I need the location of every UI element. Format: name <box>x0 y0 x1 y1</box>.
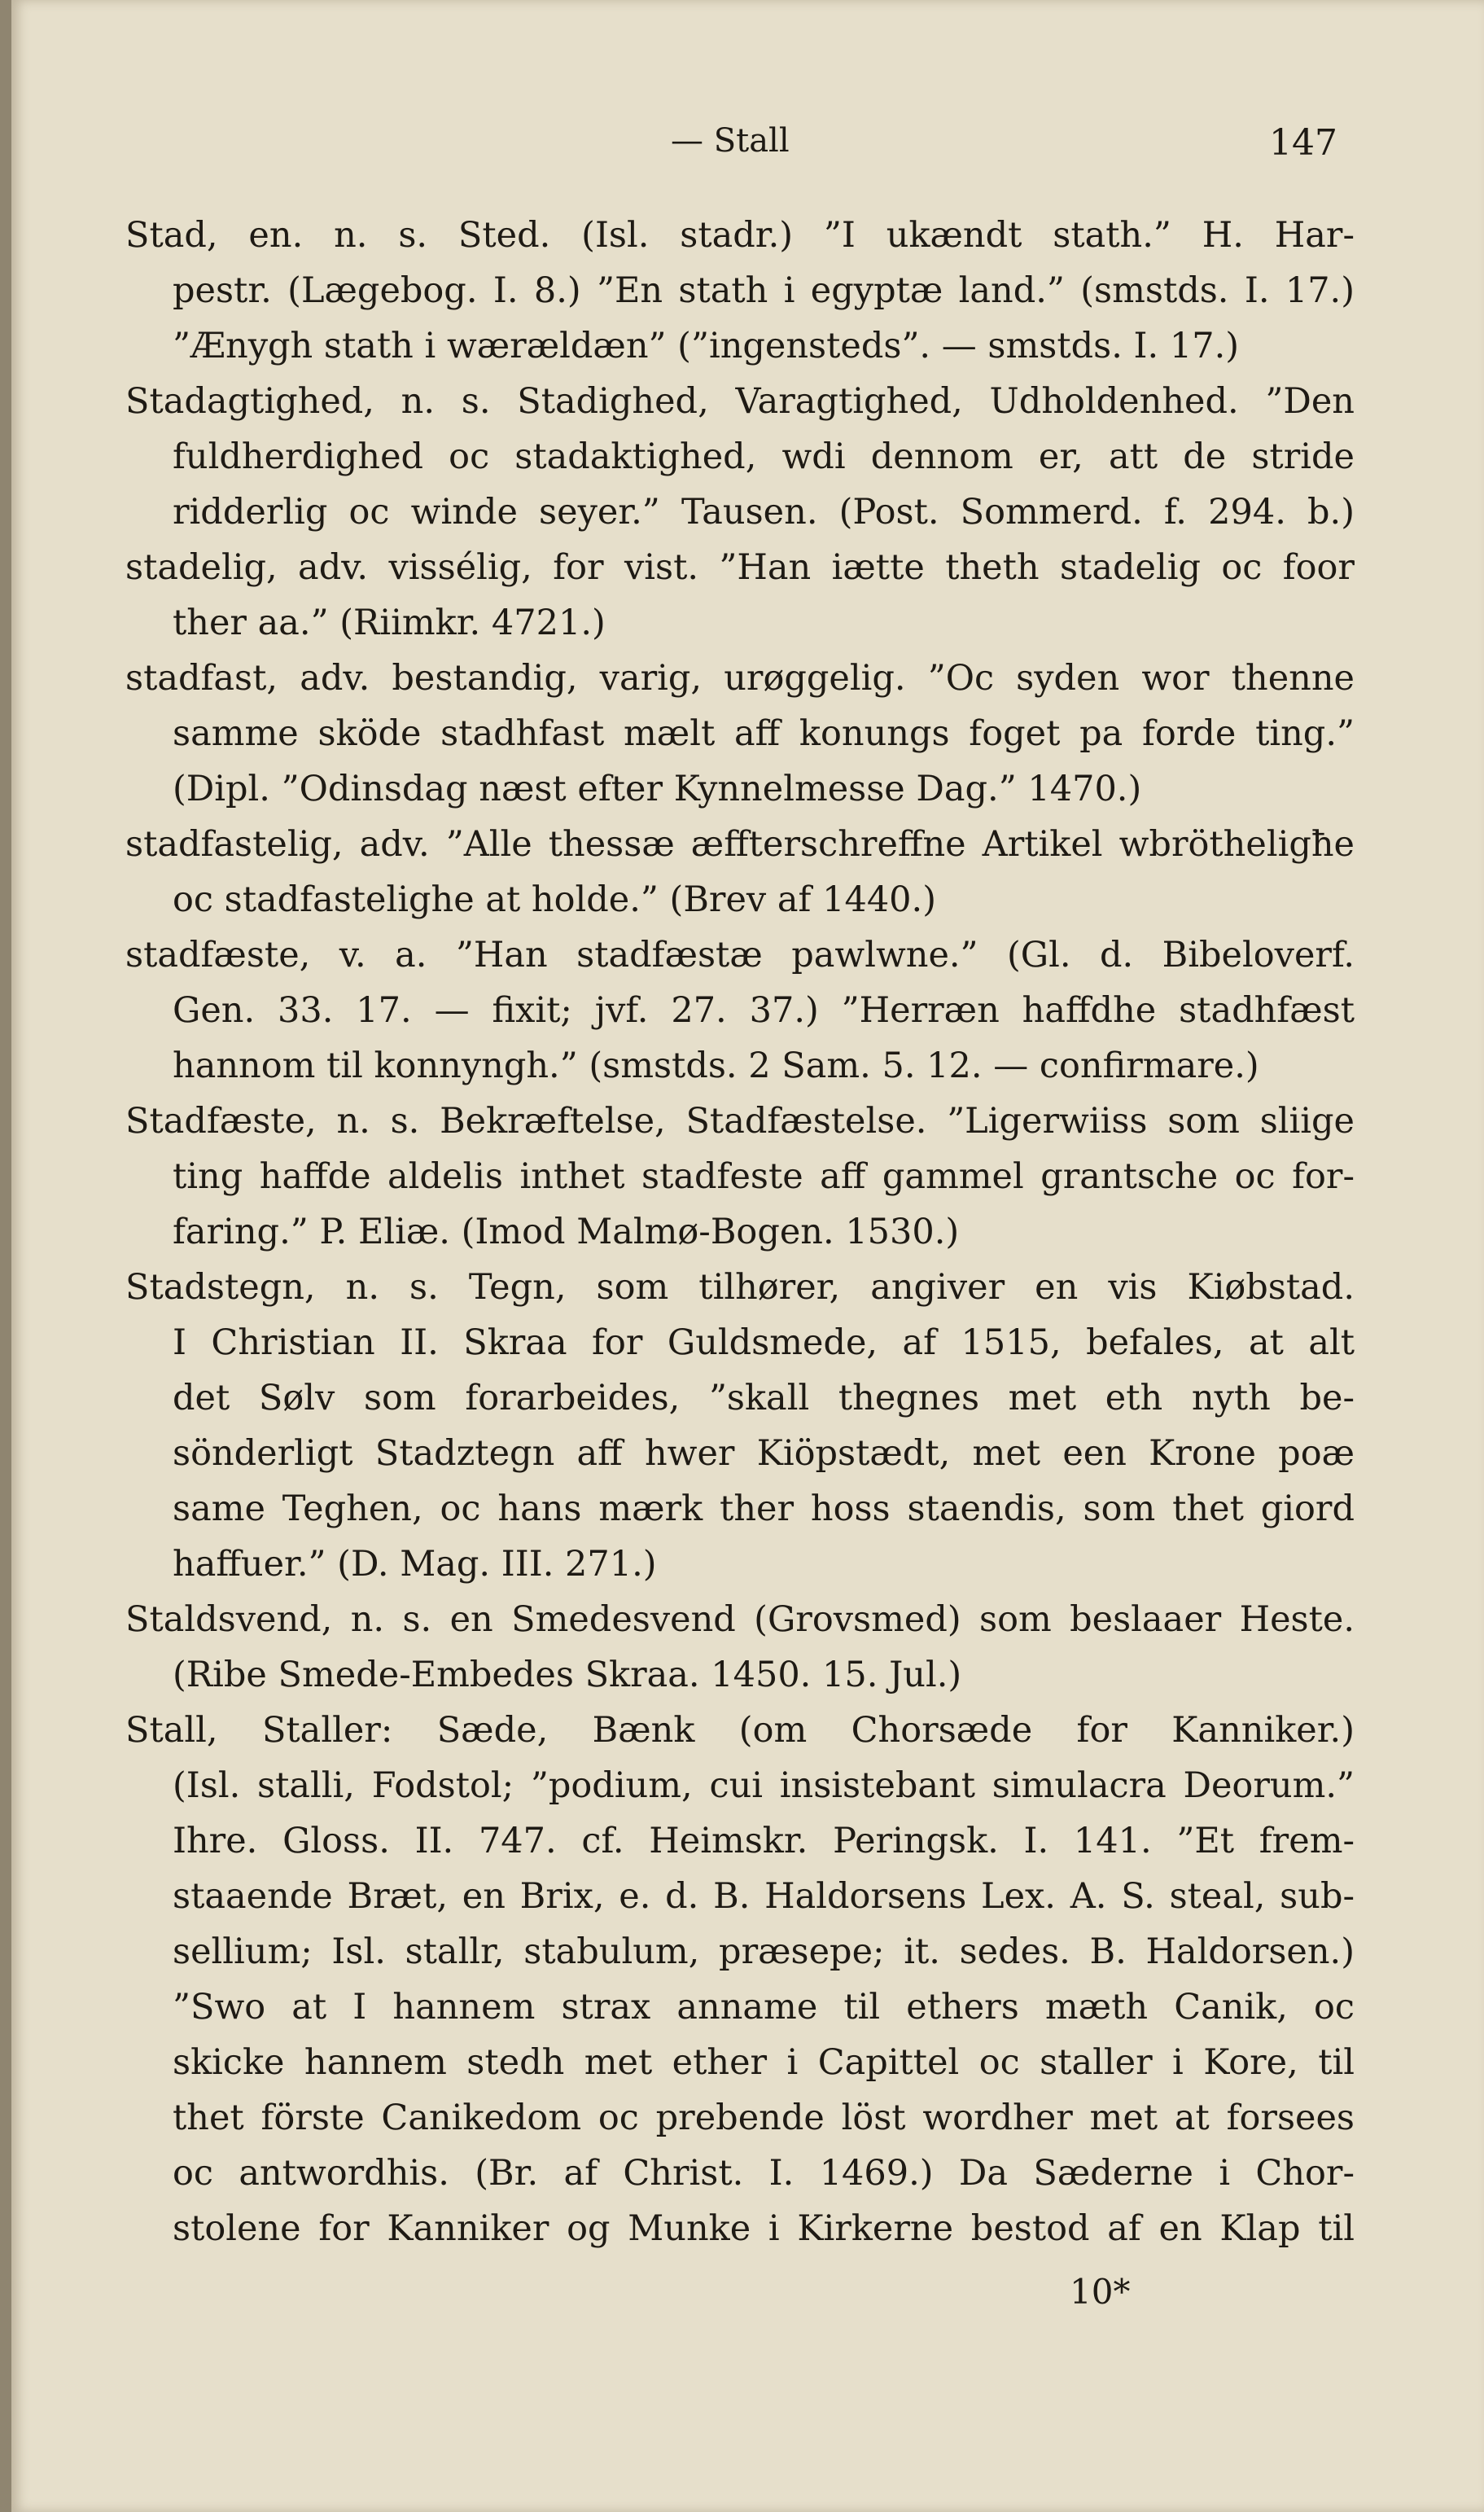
text-line: sönderligt Stadztegn aff hwer Kiöpstædt, met een Krone poæ <box>173 1433 1355 1474</box>
text-line: ”Ænygh stath i wærældæn” (”ingensteds”. — smstds. I. 17.) <box>173 326 1240 366</box>
text-line: ther aa.” (Riimkr. 4721.) <box>173 603 606 643</box>
text-line: haffuer.” (D. Mag. III. 271.) <box>173 1544 657 1585</box>
text-line: oc stadfastelighe at holde.” (Brev af 1440.) <box>173 879 936 920</box>
text-line: (Isl. stalli, Fodstol; ”podium, cui insistebant simulacra Deorum.” <box>173 1765 1355 1806</box>
entry-stadfaeste-noun <box>125 1094 1355 1260</box>
text-line: det Sølv som forarbeides, ”skall thegnes met eth nyth be- <box>173 1378 1355 1418</box>
entry-stadfaeste <box>125 927 1355 1094</box>
text-line: stadfæste, v. a. ”Han stadfæstæ pawlwne.” (Gl. d. Bibeloverf. <box>125 935 1355 975</box>
entry-stadagtighed <box>125 374 1355 540</box>
text-line: Gen. 33. 17. — fixit; jvf. 27. 37.) ”Herræn haffdhe stadhfæst <box>173 990 1355 1031</box>
text-line: oc antwordhis. (Br. af Christ. I. 1469.) Da Sæderne i Chor- <box>173 2153 1355 2194</box>
text-line: same Teghen, oc hans mærk ther hoss staendis, som thet giord <box>173 1488 1355 1529</box>
text-line: stadfast, adv. bestandig, varig, urøggelig. ”Oc syden wor thenne <box>125 658 1355 699</box>
running-head: — Stall <box>671 122 790 160</box>
text-line: skicke hannem stedh met ether i Capittel oc staller i Kore, til <box>173 2042 1355 2083</box>
text-line: I Christian II. Skraa for Guldsmede, af 1515, befales, at alt <box>173 1322 1355 1363</box>
entry-staldsvend <box>125 1592 1355 1703</box>
text-line: fuldherdighed oc stadaktighed, wdi dennom er, att de stride <box>173 436 1355 477</box>
dictionary-text <box>125 208 1355 2256</box>
text-line: pestr. (Lægebog. I. 8.) ”En stath i egyptæ land.” (smstds. I. 17.) <box>173 270 1355 311</box>
text-line: (Ribe Smede-Embedes Skraa. 1450. 15. Jul.) <box>173 1655 962 1695</box>
page-header <box>11 122 1484 171</box>
text-line: ting haffde aldelis inthet stadfeste aff gammel grantsche oc for- <box>173 1156 1355 1197</box>
entry-stadfast <box>125 651 1355 817</box>
text-line: sellium; Isl. stallr, stabulum, præsepe; it. sedes. B. Haldorsen.) <box>173 1931 1355 1972</box>
text-line: stadfastelig, adv. ”Alle thessæ æffterschreffne Artikel wbrötheligħe <box>125 824 1355 865</box>
entry-stadstegn <box>125 1260 1355 1592</box>
book-page <box>11 0 1484 2512</box>
signature-mark: 10* <box>1070 2272 1131 2312</box>
binding-edge <box>0 0 11 2512</box>
text-line: Stad, en. n. s. Sted. (Isl. stadr.) ”I ukændt stath.” H. Har- <box>125 215 1355 256</box>
text-line: Ihre. Gloss. II. 747. cf. Heimskr. Peringsk. I. 141. ”Et frem- <box>173 1821 1355 1861</box>
text-line: stolene for Kanniker og Munke i Kirkerne bestod af en Klap til <box>173 2208 1355 2249</box>
text-line: ridderlig oc winde seyer.” Tausen. (Post. Sommerd. f. 294. b.) <box>173 492 1355 533</box>
text-line: faring.” P. Eliæ. (Imod Malmø-Bogen. 1530.) <box>173 1212 960 1252</box>
entry-stad <box>125 208 1355 374</box>
text-line: Stadfæste, n. s. Bekræftelse, Stadfæstelse. ”Ligerwiiss som sliige <box>125 1101 1355 1142</box>
text-line: Stadagtighed, n. s. Stadighed, Varagtighed, Udholdenhed. ”Den <box>125 381 1355 422</box>
text-line: staaende Bræt, en Brix, e. d. B. Haldorsens Lex. A. S. steal, sub- <box>173 1876 1355 1917</box>
entry-stall <box>125 1703 1355 2256</box>
page-number: 147 <box>1269 122 1337 164</box>
text-line: samme sköde stadhfast mælt aff konungs foget pa forde ting.” <box>173 713 1355 754</box>
text-line: (Dipl. ”Odinsdag næst efter Kynnelmesse Dag.” 1470.) <box>173 769 1142 809</box>
text-line: stadelig, adv. vissélig, for vist. ”Han iætte theth stadelig oc foor <box>125 547 1355 588</box>
text-line: Stadstegn, n. s. Tegn, som tilhører, angiver en vis Kiøbstad. <box>125 1267 1355 1308</box>
text-line: Stall, Staller: Sæde, Bænk (om Chorsæde for Kanniker.) <box>125 1710 1355 1751</box>
entry-stadfastelig <box>125 817 1355 927</box>
entry-stadelig <box>125 540 1355 651</box>
text-line: ”Swo at I hannem strax anname til ethers mæth Canik, oc <box>173 1987 1355 2028</box>
text-line: thet förste Canikedom oc prebende löst wordher met at forsees <box>173 2098 1355 2138</box>
text-line: Staldsvend, n. s. en Smedesvend (Grovsmed) som beslaaer Heste. <box>125 1599 1355 1640</box>
text-line: hannom til konnyngh.” (smstds. 2 Sam. 5. 12. — confirmare.) <box>173 1046 1259 1086</box>
